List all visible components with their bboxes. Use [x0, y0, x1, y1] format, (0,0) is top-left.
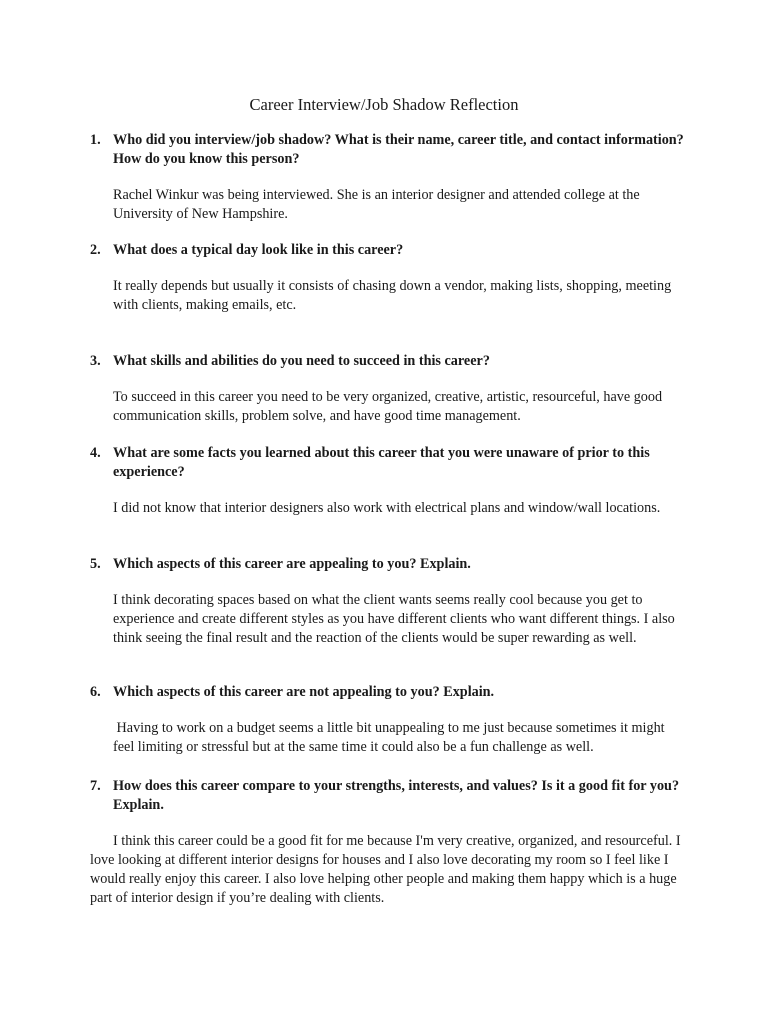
answer-6: Having to work on a budget seems a little bit unappealing to me just because sometimes it might feel limiting or stressful but at the same time it could also be a fun challenge as well. [113, 720, 669, 755]
question-6 [90, 683, 690, 702]
question-4 [90, 444, 690, 482]
question-text: Which aspects of this career are appealing to you? Explain. [113, 556, 471, 572]
answer-5: I think decorating spaces based on what the client wants seems really cool because you get to experience and create different styles as you have different clients who want different things. I also think seeing the final result and the reaction of the clients would be super rewarding as well. [113, 592, 675, 646]
question-text: What does a typical day look like in this career? [113, 242, 404, 258]
question-number: 5. [90, 556, 101, 572]
question-block-3 [90, 352, 690, 426]
answer-7: I think this career could be a good fit for me because I'm very creative, organized, and resourceful. I love looking at different interior designs for houses and I also love decorating my room so I feel like I would really enjoy this career. I also love helping other people and making them happy which is a huge part of interior design if you’re dealing with clients. [90, 833, 681, 906]
question-7 [90, 777, 690, 815]
question-block-1 [90, 131, 690, 224]
question-text: What skills and abilities do you need to succeed in this career? [113, 353, 490, 369]
question-5 [90, 555, 690, 574]
question-block-7 [90, 777, 690, 908]
question-text: Who did you interview/job shadow? What is their name, career title, and contact information? How do you know this person? [113, 132, 684, 167]
question-text: Which aspects of this career are not appealing to you? Explain. [113, 684, 495, 700]
question-1 [90, 131, 690, 169]
question-number: 1. [90, 132, 101, 148]
question-number: 4. [90, 445, 101, 461]
question-number: 2. [90, 242, 101, 258]
question-number: 7. [90, 778, 101, 794]
question-3 [90, 352, 690, 371]
question-text: What are some facts you learned about this career that you were unaware of prior to this experience? [113, 445, 650, 480]
question-block-4 [90, 444, 690, 518]
question-block-5 [90, 555, 690, 648]
question-block-2 [90, 241, 690, 315]
question-text: How does this career compare to your strengths, interests, and values? Is it a good fit for you? Explain. [113, 778, 680, 813]
answer-4: I did not know that interior designers also work with electrical plans and window/wall locations. [113, 500, 661, 516]
question-block-6 [90, 683, 690, 757]
document-title: Career Interview/Job Shadow Reflection [249, 95, 519, 114]
answer-2: It really depends but usually it consists of chasing down a vendor, making lists, shopping, meeting with clients, making emails, etc. [113, 278, 672, 313]
answer-3: To succeed in this career you need to be very organized, creative, artistic, resourceful, have good communication skills, problem solve, and have good time management. [113, 389, 663, 424]
question-number: 3. [90, 353, 101, 369]
answer-1: Rachel Winkur was being interviewed. She is an interior designer and attended college at the University of New Hampshire. [113, 187, 640, 222]
question-2 [90, 241, 690, 260]
question-number: 6. [90, 684, 101, 700]
